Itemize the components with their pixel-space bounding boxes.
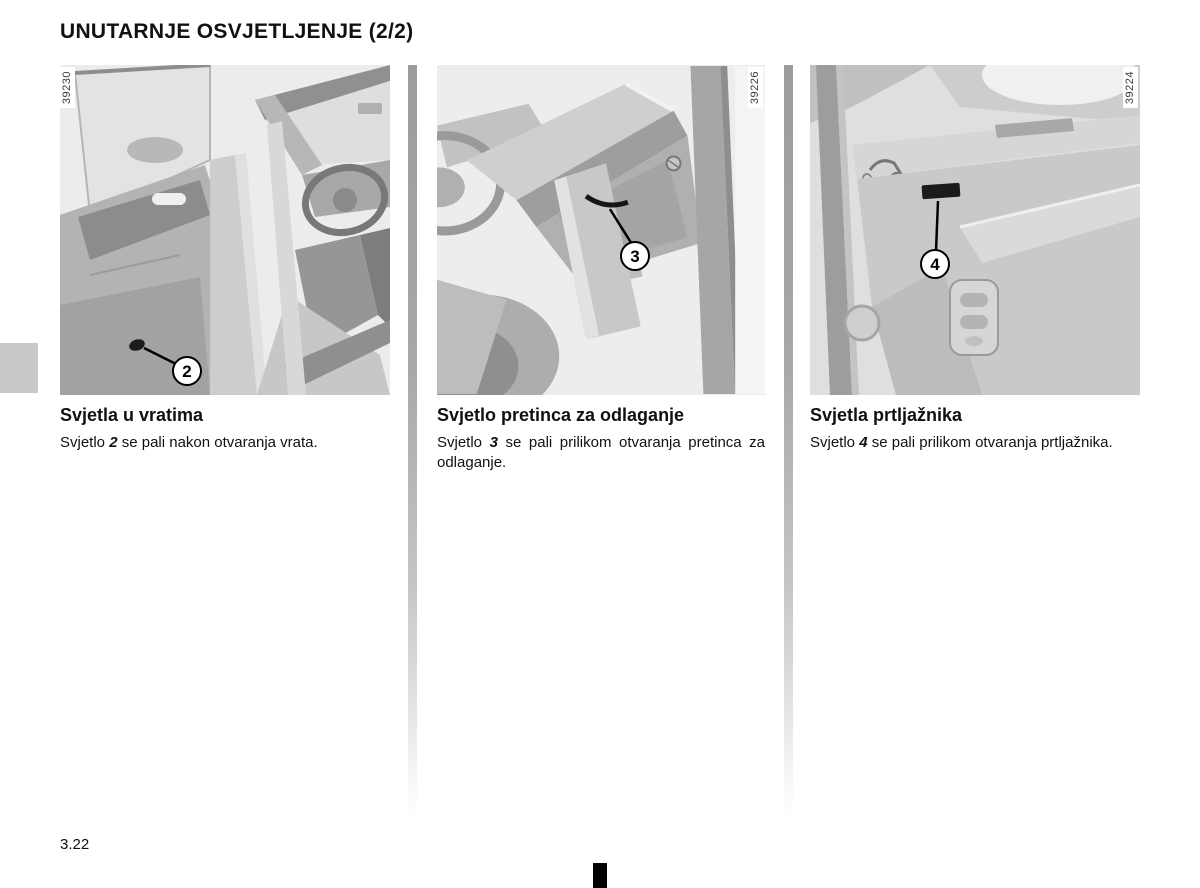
body-text: se pali prilikom otvaranja prtljažnika. [871,434,1113,451]
figure-label: 39226 [748,67,763,108]
page-title: UNUTARNJE OSVJETLJENJE (2/2) [60,20,414,43]
section-body [810,433,1140,453]
body-text: Svjetlo [437,434,483,451]
figure-label: 39230 [60,67,75,108]
item-number: 3 [489,434,498,451]
print-registration-mark [593,863,607,888]
page-number: 3.22 [60,836,90,853]
section-heading: Svjetla prtljažnika [810,405,963,425]
callout-4: 4 [920,249,950,279]
item-number: 2 [109,434,118,451]
item-number: 4 [859,434,868,451]
figure-label: 39224 [1123,67,1138,108]
body-text: se pali prilikom otvaranja pretinca za odlaganje. [437,434,766,471]
section-body [60,433,390,453]
figure-boot [810,65,1140,395]
section-glovebox-light [437,65,765,472]
figure-glovebox [437,65,765,395]
column-divider [784,65,793,815]
section-heading: Svjetlo pretinca za odlaganje [437,405,685,425]
figure-door [60,65,390,395]
callout-3: 3 [620,241,650,271]
chapter-edge-tab [0,343,38,393]
body-text: Svjetlo [810,434,856,451]
body-text: se pali nakon otvaranja vrata. [121,434,318,451]
boot-lamp [922,183,961,200]
door-illustration [60,65,390,395]
section-boot-light [810,65,1140,453]
boot-illustration [810,65,1140,395]
section-body [437,433,765,472]
section-door-lights [60,65,390,453]
callout-2: 2 [172,356,202,386]
column-divider [408,65,417,815]
body-text: Svjetlo [60,434,106,451]
glovebox-illustration [437,65,765,395]
section-heading: Svjetla u vratima [60,405,204,425]
